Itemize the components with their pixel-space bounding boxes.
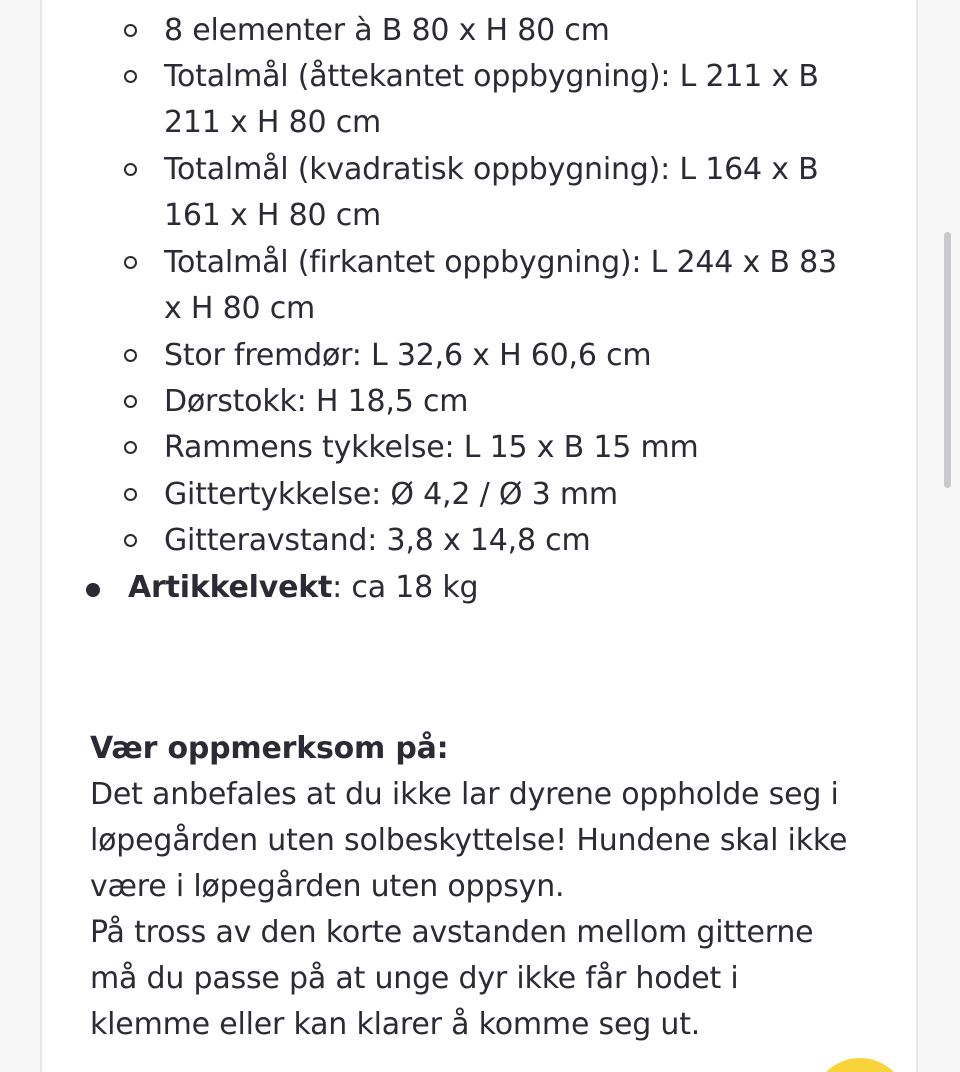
spec-text-continued: 161 x H 80 cm (164, 198, 382, 233)
hollow-bullet-icon (124, 441, 137, 454)
spec-text-continued: x H 80 cm (164, 291, 316, 326)
weight-value: : ca 18 kg (332, 570, 479, 605)
hollow-bullet-icon (124, 163, 137, 176)
hollow-bullet-icon (124, 534, 137, 547)
hollow-bullet-icon (124, 256, 137, 269)
spec-text: Totalmål (firkantet oppbygning): L 244 x B 83 (164, 245, 837, 280)
spec-text: Totalmål (kvadratisk oppbygning): L 164 x B (164, 152, 819, 187)
notice-line: På tross av den korte avstanden mellom gitterne (90, 915, 814, 950)
spec-text-continued: 211 x H 80 cm (164, 105, 382, 140)
spec-text: 8 elementer à B 80 x H 80 cm (164, 13, 610, 48)
notice-line: må du passe på at unge dyr ikke får hodet i (90, 961, 739, 996)
spec-item-rectangular-size (124, 240, 844, 332)
spec-item-square-size (124, 147, 844, 239)
notice-heading: Vær oppmerksom på: (90, 731, 449, 766)
spec-text: Dørstokk: H 18,5 cm (164, 384, 469, 419)
scrollbar-thumb[interactable] (944, 232, 951, 488)
weight-label: Artikkelvekt (128, 570, 333, 605)
spec-text: Totalmål (åttekantet oppbygning): L 211 x B (164, 59, 819, 94)
notice-line: klemme eller kan klarer å komme seg ut. (90, 1007, 701, 1042)
hollow-bullet-icon (124, 488, 137, 501)
notice-line: løpegården uten solbeskyttelse! Hundene skal ikke (90, 823, 848, 858)
hollow-bullet-icon (124, 349, 137, 362)
spec-item-octagonal-size (124, 54, 844, 146)
hollow-bullet-icon (124, 70, 137, 83)
hollow-bullet-icon (124, 24, 137, 37)
spec-text: Gittertykkelse: Ø 4,2 / Ø 3 mm (164, 477, 618, 512)
spec-text: Gitteravstand: 3,8 x 14,8 cm (164, 523, 591, 558)
hollow-bullet-icon (124, 395, 137, 408)
notice-section (90, 726, 890, 1048)
notice-line: være i løpegården uten oppsyn. (90, 869, 565, 904)
filled-bullet-icon (86, 583, 100, 597)
weight-text (128, 565, 478, 611)
spec-text: Stor fremdør: L 32,6 x H 60,6 cm (164, 338, 652, 373)
spec-text: Rammens tykkelse: L 15 x B 15 mm (164, 430, 699, 465)
notice-line: Det anbefales at du ikke lar dyrene oppholde seg i (90, 777, 839, 812)
